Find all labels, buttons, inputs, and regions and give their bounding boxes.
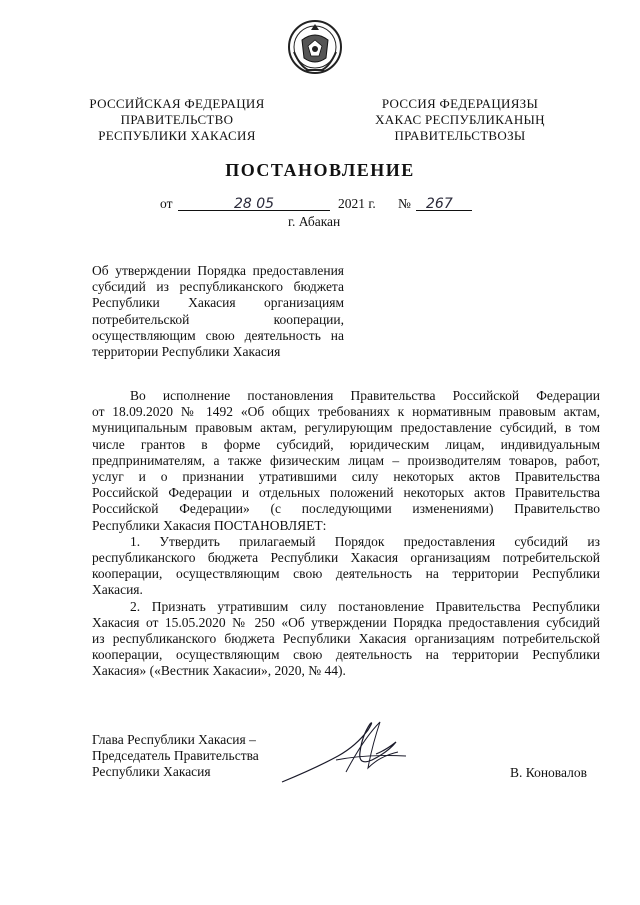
subject-line: Республики Хакасия организациям bbox=[92, 295, 344, 311]
subject-line: территории Республики Хакасия bbox=[92, 344, 281, 360]
handwritten-date: 28 05 bbox=[234, 196, 275, 212]
body-paragraph bbox=[92, 388, 600, 534]
header-left-line: РЕСПУБЛИКИ ХАКАСИЯ bbox=[98, 128, 256, 143]
body-line: Республики Хакасия ПОСТАНОВЛЯЕТ: bbox=[92, 517, 327, 533]
document-title: ПОСТАНОВЛЕНИЕ bbox=[225, 160, 415, 180]
body-line: из республиканского бюджета Республики Хакасия организациям потребительской bbox=[92, 631, 600, 647]
body-line: кооперации, осуществляющим свою деятельность на территории Республики bbox=[92, 566, 600, 582]
subject-block bbox=[92, 263, 344, 360]
body-line: республиканского бюджета Республики Хакасия организациям потребительской bbox=[92, 550, 600, 566]
signatory-position-line: Республики Хакасия bbox=[92, 764, 211, 780]
coat-of-arms-icon bbox=[286, 16, 344, 78]
document-body bbox=[92, 388, 600, 680]
subject-line: потребительской кооперации, bbox=[92, 311, 344, 327]
body-line: Хакасия. bbox=[92, 582, 143, 598]
handwritten-signature bbox=[276, 716, 426, 788]
city: г. Абакан bbox=[288, 214, 341, 229]
body-line: Российской Федерации и отдельных положений некоторых актов Правительства bbox=[92, 485, 600, 501]
subject-line: Об утверждении Порядка предоставления bbox=[92, 263, 344, 278]
body-line: 1. Утвердить прилагаемый Порядок предоставления субсидий из bbox=[130, 533, 600, 549]
header-right-line: ХАКАС РЕСПУБЛИКАНЫҢ bbox=[375, 112, 545, 127]
year-text: 2021 г. bbox=[338, 196, 376, 211]
body-paragraph bbox=[92, 534, 600, 599]
signatory-position-line: Глава Республики Хакасия – bbox=[92, 732, 256, 747]
subject-line: осуществляющим свою деятельность на bbox=[92, 327, 344, 343]
header-right bbox=[360, 96, 560, 144]
signatory-position-line: Председатель Правительства bbox=[92, 748, 259, 764]
header-left-line: РОССИЙСКАЯ ФЕДЕРАЦИЯ bbox=[89, 96, 265, 111]
body-line: услуг и о признании утратившими силу некоторых актов Правительства bbox=[92, 469, 600, 485]
body-line: Во исполнение постановления Правительства Российской Федерации bbox=[130, 388, 600, 403]
date-from-label: от bbox=[160, 196, 173, 211]
body-line: 2. Признать утратившим силу постановление Правительства Республики bbox=[130, 598, 600, 614]
body-line: предпринимателям, а также физическим лицам – производителям товаров, работ, bbox=[92, 452, 600, 468]
body-line: Хакасия от 15.05.2020 № 250 «Об утверждении Порядка предоставления субсидий bbox=[92, 614, 600, 630]
body-line: Хакасия» («Вестник Хакасии», 2020, № 44). bbox=[92, 663, 346, 679]
header-right-line: РОССИЯ ФЕДЕРАЦИЯЗЫ bbox=[381, 96, 539, 111]
header-left bbox=[82, 96, 272, 144]
body-line: муниципальным правовым актам, регулирующим предоставление субсидий, в том bbox=[92, 420, 600, 436]
signatory-position bbox=[92, 732, 259, 781]
body-line: от 18.09.2020 № 1492 «Об общих требованиях к нормативным правовым актам, bbox=[92, 404, 600, 420]
header-right-line: ПРАВИТЕЛЬСТВОЗЫ bbox=[394, 128, 526, 143]
body-line: Российской Федерации» (с последующими изменениями) Правительство bbox=[92, 501, 600, 517]
date-number-line bbox=[160, 193, 500, 215]
handwritten-number: 267 bbox=[426, 196, 453, 212]
signatory-name: В. Коновалов bbox=[510, 765, 587, 780]
body-paragraph bbox=[92, 599, 600, 680]
subject-line: субсидий из республиканского бюджета bbox=[92, 279, 344, 295]
header-left-line: ПРАВИТЕЛЬСТВО bbox=[120, 112, 234, 127]
number-label: № bbox=[398, 196, 411, 211]
body-line: кооперации, осуществляющим свою деятельность на территории Республики bbox=[92, 647, 600, 663]
body-line: числе грантов в форме субсидий, юридическим лицам, индивидуальным bbox=[92, 436, 600, 452]
